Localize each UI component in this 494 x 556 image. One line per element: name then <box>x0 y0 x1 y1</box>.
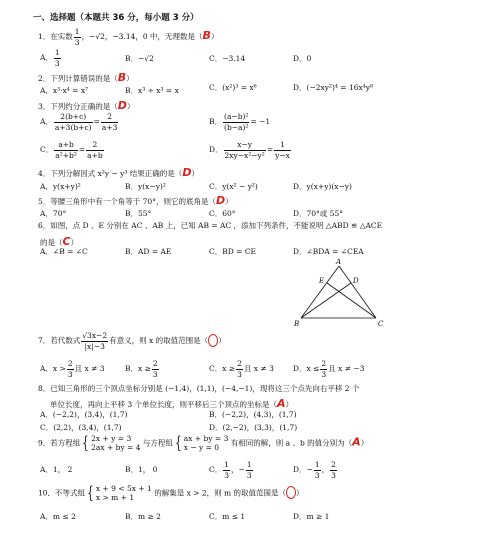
q8-close: ） <box>285 400 294 409</box>
question-5-stem <box>38 195 233 206</box>
question-4-stem <box>38 167 199 178</box>
q10-option-d: D．m ≥ 1 <box>293 512 330 521</box>
q9-option-d-numerator-1: 1 <box>314 460 320 469</box>
q1-option-a-numerator: 1 <box>54 48 60 57</box>
q3-option-a-numerator: 2(b+c) <box>54 113 93 123</box>
q6-triangle-figure <box>290 258 390 330</box>
q5-handwritten-answer: D <box>215 194 226 207</box>
q9-option-d-denominator-1: 3 <box>314 470 320 480</box>
q3-option-c-result-numerator: 2 <box>86 141 104 151</box>
q10-system <box>96 484 152 503</box>
q3-option-c-label: C． <box>40 145 54 154</box>
q9-prefix: 9．若方程组 <box>38 438 81 448</box>
q6-option-d: D．∠BDA = ∠CEA <box>293 247 364 256</box>
q10-system-ineq1: x + 9 < 5x + 1 <box>95 484 152 493</box>
q3-option-d-numerator: x−y <box>224 141 266 151</box>
q1-prefix: 1．在实数 <box>38 32 73 41</box>
q7-option-a-fraction <box>67 360 74 378</box>
q2-option-b: B．x³ ÷ x³ = x <box>125 86 179 95</box>
q9-option-c-label: C． <box>209 465 223 474</box>
q2-handwritten-answer: B <box>117 71 127 84</box>
q9-option-c-fraction-1 <box>223 461 230 479</box>
q9-option-c-fraction-2 <box>246 461 253 479</box>
q3-option-d-equals: = <box>266 145 274 154</box>
q3-option-d-denominator: 2xy−x²−y² <box>224 150 265 160</box>
q8-stem-text: 单位长度，再向上平移 3 个单位长度，则平移后三个顶点的坐标是（ <box>50 400 278 409</box>
q3-option-b-fraction <box>223 113 249 131</box>
q6-close: ） <box>70 238 79 247</box>
q9-system-2-eq1: ax + by = 3 <box>183 434 229 443</box>
q9-system-1-eq1: 2x + y = 3 <box>91 434 132 443</box>
q10-handwritten-circle-mark <box>286 486 296 499</box>
q3-option-d <box>209 141 292 159</box>
q2-option-c: C．(x²)³ = x⁶ <box>209 83 257 92</box>
q10-system-ineq2: x > m + 1 <box>95 493 135 503</box>
q7-option-c-prefix: C．x ≥ <box>209 364 236 373</box>
q9-option-c <box>209 461 254 479</box>
q3-option-d-result-numerator: 1 <box>274 141 291 151</box>
q6-fig-label-e: E <box>319 277 325 285</box>
q7-option-c-suffix: 且 x ≠ 3 <box>243 364 274 373</box>
q3-option-a-result-numerator: 2 <box>101 113 119 123</box>
q1-fraction-numerator: 1 <box>74 27 80 36</box>
q7-option-a-prefix: A．x > <box>40 364 66 373</box>
question-6-stem-line2 <box>40 236 78 247</box>
q1-option-c: C．−3.14 <box>209 54 246 63</box>
q1-fraction-denominator: 3 <box>74 37 80 47</box>
q9-option-d-numerator-2: 2 <box>331 460 336 469</box>
q1-close: ） <box>210 32 219 41</box>
q7-option-d-denominator: 3 <box>321 369 327 379</box>
q9-option-c-denominator-1: 3 <box>224 470 230 480</box>
q10-option-b: B．m ≥ 2 <box>125 512 161 521</box>
q2-close: ） <box>126 74 134 83</box>
q4-option-a: A．y(x+y)² <box>40 182 81 191</box>
q9-option-d <box>293 461 338 479</box>
q10-option-a: A．m ≤ 2 <box>40 512 76 521</box>
q3-handwritten-answer: D <box>117 99 127 112</box>
q9-option-c-denominator-2: 3 <box>246 470 252 480</box>
q3-option-d-result <box>274 141 291 159</box>
q3-option-a-denominator: a+3(b+c) <box>54 122 92 132</box>
q5-close: ） <box>225 197 233 206</box>
q7-option-d-suffix: 且 x ≠ −3 <box>328 364 365 373</box>
q9-system-1-brace: { <box>82 432 89 453</box>
q6-option-a: A．∠B = ∠C <box>40 247 88 256</box>
q1-option-a-denominator: 3 <box>54 58 60 68</box>
q9-option-d-label: D．− <box>293 465 313 474</box>
q3-option-b-equals: = −1 <box>250 117 271 126</box>
q9-system-1 <box>91 434 140 453</box>
q7-option-b-numerator: 2 <box>152 359 158 368</box>
q1-list: ，−√2，−3.14，0 中，无理数是（ <box>81 32 203 41</box>
q7-option-b-denominator: 3 <box>152 369 158 379</box>
q7-option-d-numerator: 2 <box>321 359 327 368</box>
q7-expression-denominator: |x|−3 <box>84 341 105 351</box>
q3-option-a <box>40 113 119 131</box>
q3-option-b-denominator: (b−a)² <box>224 122 249 132</box>
question-7-stem <box>38 332 226 350</box>
q3-option-b-label: B． <box>209 117 223 126</box>
q6-fig-label-c: C <box>378 320 384 328</box>
q9-option-c-numerator-2: 1 <box>246 460 252 469</box>
question-9-stem <box>38 434 368 453</box>
q5-option-c: C．60° <box>209 209 236 218</box>
q9-middle: 与方程组 <box>142 438 173 448</box>
q7-close: ） <box>218 336 226 345</box>
q3-option-d-fraction <box>224 141 266 159</box>
q3-option-c-result-denominator: a+b <box>87 150 103 160</box>
question-8-stem-line2 <box>50 398 293 409</box>
q3-option-d-result-denominator: y−x <box>275 150 290 160</box>
q8-option-b: B．(−2,2)，(4,3)，(1,7) <box>209 410 297 419</box>
q9-handwritten-answer: A <box>352 435 361 449</box>
q3-option-c-equals: = <box>78 145 86 154</box>
q9-option-d-denominator-2: 3 <box>331 470 336 480</box>
q9-system-2-brace: { <box>175 432 182 453</box>
q9-option-d-separator: ， <box>321 465 330 474</box>
q10-system-brace: { <box>87 482 94 503</box>
q1-option-a <box>40 49 62 67</box>
q6-option-c: C．BD = CE <box>209 247 257 256</box>
q8-handwritten-answer: A <box>277 397 286 410</box>
q7-option-a <box>40 360 105 378</box>
q5-stem-text: 5．等腰三角形中有一个角等于 70°，则它的底角是（ <box>38 197 216 206</box>
question-10-stem <box>38 484 304 503</box>
q7-option-c-fraction <box>236 360 243 378</box>
q9-system-1-eq2: 2ax + by = 4 <box>91 443 141 453</box>
q9-close: ） <box>360 438 369 448</box>
q7-option-d-prefix: D．x ≤ <box>293 364 320 373</box>
q5-option-a: A．70° <box>40 209 67 218</box>
q7-expression-numerator: √3x−2 <box>82 331 108 340</box>
q7-expression <box>81 332 108 350</box>
section-title: 一、选择题（本题共 36 分，每小题 3 分） <box>33 13 199 23</box>
q4-option-b: B．y(x−y)² <box>125 182 166 191</box>
q7-option-c-numerator: 2 <box>237 359 242 368</box>
q6-handwritten-answer: C <box>62 235 71 248</box>
question-8-stem-line1: 8．已知三角形的三个顶点坐标分别是 (−1,4)，(1,1)，(−4,−1)，现将这三个点先向右平移 2 个 <box>38 384 360 393</box>
q3-option-b <box>209 113 270 131</box>
q7-option-a-suffix: 且 x ≠ 3 <box>74 364 105 373</box>
q9-system-2-eq2: x − y = 0 <box>183 443 220 453</box>
q9-system-2 <box>184 434 229 453</box>
q3-option-a-equals: = <box>93 117 100 126</box>
q5-option-b: B．55° <box>125 209 152 218</box>
q7-option-b <box>125 360 160 378</box>
q3-option-c-denominator: a²+b² <box>55 150 77 160</box>
q8-option-d: D．(2,−2)，(3,3)，(1,7) <box>209 423 298 432</box>
q3-option-c-result <box>86 141 104 159</box>
q7-option-a-denominator: 3 <box>67 369 73 379</box>
q3-option-c-fraction <box>54 141 78 159</box>
q7-option-a-numerator: 2 <box>67 359 73 368</box>
q7-handwritten-circle-mark <box>208 334 218 347</box>
q9-option-a: A．1， 2 <box>40 465 73 474</box>
q2-stem-text: 2．下列计算错误的是（ <box>38 74 118 83</box>
q4-stem-text: 4．下列分解因式 x²y − y³ 结果正确的是（ <box>38 169 183 178</box>
question-1-stem <box>38 28 218 46</box>
q9-option-c-separator: ，− <box>231 465 245 474</box>
question-2-stem <box>38 72 134 83</box>
q6-fig-label-d: D <box>353 277 359 285</box>
q1-option-a-label: A． <box>40 53 53 62</box>
q9-option-d-fraction-1 <box>314 461 321 479</box>
q10-option-c: C．m ≤ 1 <box>209 512 246 521</box>
q10-prefix: 10．不等式组 <box>38 488 86 498</box>
q5-option-d: D．70°或 55° <box>293 209 343 218</box>
q9-option-d-fraction-2 <box>330 461 337 479</box>
q2-option-d: D．(−2xy²)⁴ = 16x⁴y⁸ <box>293 83 373 92</box>
q8-option-a: A．(−2,2)，(3,4)，(1,7) <box>40 410 128 419</box>
q7-option-d-fraction <box>320 360 327 378</box>
q9-option-b: B．1， 0 <box>125 465 158 474</box>
q4-option-c: C．y(x² − y²) <box>209 182 258 191</box>
q1-handwritten-answer: B <box>202 29 211 42</box>
q7-option-c <box>209 360 274 378</box>
q3-option-a-label: A． <box>40 117 53 126</box>
q3-option-a-result <box>101 113 119 131</box>
q1-option-d: D．0 <box>293 54 312 63</box>
q7-option-b-prefix: B．x ≥ <box>125 364 151 373</box>
q1-option-b: B．−√2 <box>125 54 154 63</box>
q3-option-d-label: D． <box>209 145 223 154</box>
q3-option-c-numerator: a+b <box>54 141 78 151</box>
q3-option-a-result-denominator: a+3 <box>101 122 118 132</box>
q9-option-c-numerator-1: 1 <box>224 460 230 469</box>
q3-stem-text: 3．下列约分正确的是（ <box>38 102 118 111</box>
q4-option-d: D．y(x+y)(x−y) <box>293 182 352 191</box>
q7-option-d <box>293 360 364 378</box>
q1-option-a-fraction <box>54 49 61 67</box>
q6-fig-label-b: B <box>294 320 300 328</box>
q7-suffix: 有意义，则 x 的取值范围是（ <box>109 336 209 345</box>
q6-fig-label-a: A <box>336 258 342 266</box>
q6-stem-text: 的是（ <box>40 238 63 247</box>
q8-option-c: C．(2,2)，(3,4)，(1,7) <box>40 423 122 432</box>
question-6-stem-line1: 6．如图，点 D 、E 分别在 AC 、AB 上，已知 AB = AC ，添加下列条件，不能说明 △ABD ≌ △ACE <box>38 221 383 230</box>
q1-fraction <box>74 28 81 46</box>
q6-option-b: B．AD = AE <box>125 247 172 256</box>
q10-suffix: 的解集是 x > 2，则 m 的取值范围是（ <box>154 488 287 498</box>
q7-prefix: 7．若代数式 <box>38 336 81 345</box>
q9-suffix: 有相同的解，则 a 、b 的值分别为（ <box>230 438 353 448</box>
q4-close: ） <box>191 169 199 178</box>
q7-option-b-fraction <box>152 360 159 378</box>
q3-close: ） <box>126 102 135 111</box>
question-3-stem <box>38 100 134 111</box>
q3-option-c <box>40 141 105 159</box>
q10-close: ） <box>296 488 304 498</box>
q7-option-c-denominator: 3 <box>237 369 242 379</box>
q3-option-a-fraction <box>54 113 93 131</box>
q3-option-b-numerator: (a−b)² <box>224 112 249 121</box>
q2-option-a: A．x³·x⁴ = x⁷ <box>40 86 89 95</box>
q4-handwritten-answer: D <box>182 166 192 179</box>
